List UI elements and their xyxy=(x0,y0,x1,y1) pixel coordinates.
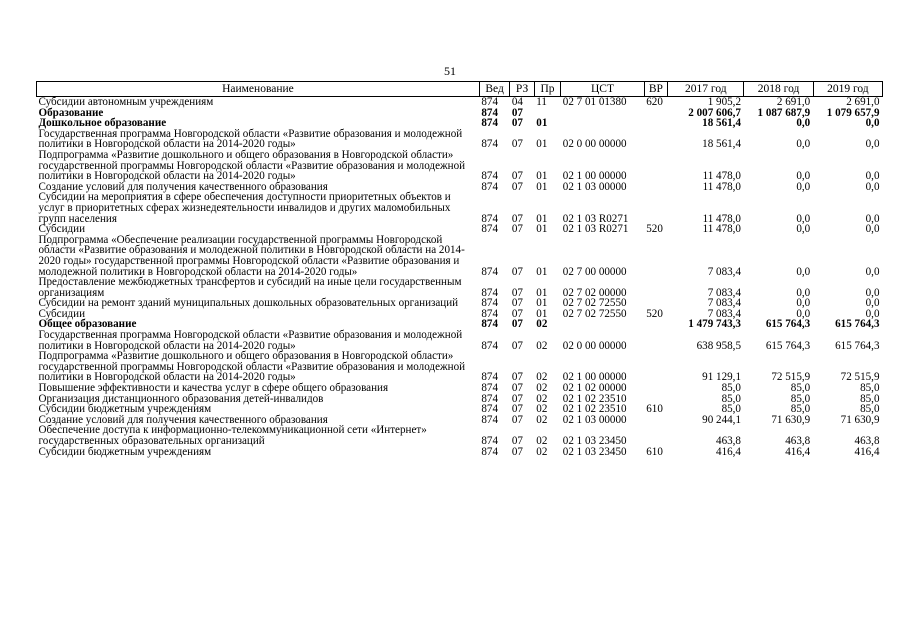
row-name: Подпрограмма «Обеспечение реализации государственной программы Новгородской области «Развитие образования и молодежной политики в Новгородской области на 2014-2020 годы» государственной программы Новгородской области «Развитие образования и молодежной политики в Новгородской области на 2014-2020 годы» xyxy=(38,233,465,278)
header-cst: ЦСТ xyxy=(561,82,644,97)
header-rz: РЗ xyxy=(510,82,534,97)
row-2017: 1 905,2 xyxy=(707,96,741,108)
row-pr: 02 xyxy=(536,392,548,405)
row-2018: 0,0 xyxy=(796,180,811,193)
row-name: Субсидии xyxy=(38,307,86,320)
row-cst: 02 1 03 R0271 xyxy=(562,223,629,236)
table-row xyxy=(37,447,883,458)
row-vr: 620 xyxy=(646,96,663,108)
row-pr: 02 xyxy=(536,339,548,352)
row-ved: 874 xyxy=(481,265,498,278)
row-pr: 02 xyxy=(536,413,548,426)
row-2018: 85,0 xyxy=(790,382,811,395)
row-ved: 874 xyxy=(481,445,498,458)
row-name: Подпрограмма «Развитие дошкольного и общего образования в Новгородской области» государственной программы Новгородской области «Развитие образования и молодежной политики в Новгородской области на 2014-2020 годы» xyxy=(38,350,466,384)
row-ved: 874 xyxy=(481,297,498,310)
row-2017: 11 478,0 xyxy=(702,180,741,193)
row-vr xyxy=(644,108,667,119)
row-rz: 07 xyxy=(511,297,523,310)
row-pr: 01 xyxy=(536,297,548,310)
row-name: Дошкольное образование xyxy=(38,117,167,130)
row-2017: 11 478,0 xyxy=(702,212,741,225)
row-pr: 01 xyxy=(536,138,548,151)
row-name: Подпрограмма «Развитие дошкольного и общего образования в Новгородской области» государственной программы Новгородской области «Развитие образования и молодежной политики в Новгородской области на 2014-2020 годы» xyxy=(38,148,466,183)
table-row xyxy=(37,330,883,351)
row-rz: 07 xyxy=(511,403,523,416)
row-pr: 02 xyxy=(536,445,548,458)
row-ved: 874 xyxy=(481,307,498,320)
row-2017: 2 007 606,7 xyxy=(688,106,741,119)
row-rz: 07 xyxy=(511,445,523,458)
row-vr xyxy=(644,383,667,394)
row-cst: 02 1 03 23450 xyxy=(562,435,627,447)
table-row xyxy=(37,150,883,182)
header-2018: 2018 год xyxy=(744,82,813,97)
row-rz: 07 xyxy=(511,170,523,183)
row-2017: 7 083,4 xyxy=(707,286,741,299)
row-cst: 02 0 00 00000 xyxy=(562,138,627,151)
row-2018: 0,0 xyxy=(796,265,811,278)
row-2017: 18 561,4 xyxy=(702,117,741,130)
row-2017: 7 083,4 xyxy=(707,265,741,278)
row-2018: 0,0 xyxy=(796,212,811,225)
row-cst: 02 7 00 00000 xyxy=(562,265,627,278)
row-cst: 02 1 03 00000 xyxy=(562,413,627,426)
row-2017: 18 561,4 xyxy=(702,138,741,151)
row-rz: 07 xyxy=(511,223,523,236)
row-pr: 01 xyxy=(536,265,548,278)
row-vr xyxy=(644,277,667,298)
row-2018: 1 087 687,9 xyxy=(757,106,811,119)
row-2017: 416,4 xyxy=(716,445,741,458)
row-pr: 01 xyxy=(536,286,548,299)
row-vr: 610 xyxy=(646,445,663,458)
row-vr xyxy=(644,192,667,224)
row-ved: 874 xyxy=(481,138,498,151)
row-vr xyxy=(644,150,667,182)
row-cst: 02 1 00 00000 xyxy=(562,170,627,183)
row-pr: 01 xyxy=(536,170,548,183)
row-rz: 07 xyxy=(511,371,523,384)
row-2019: 0,0 xyxy=(865,212,880,225)
row-2017: 85,0 xyxy=(721,392,741,405)
row-name: Создание условий для получения качественного образования xyxy=(38,180,328,193)
row-vr: 610 xyxy=(646,403,663,416)
header-name: Наименование xyxy=(37,82,480,97)
row-2019: 0,0 xyxy=(865,265,880,278)
row-rz: 07 xyxy=(511,339,523,352)
row-ved: 874 xyxy=(481,318,498,331)
row-cst: 02 1 03 00000 xyxy=(562,180,627,193)
table-row xyxy=(37,129,883,150)
row-cst xyxy=(561,319,644,330)
row-2018: 0,0 xyxy=(796,117,811,130)
row-pr: 01 xyxy=(536,307,548,320)
row-2019: 0,0 xyxy=(865,286,880,299)
row-2017: 91 129,1 xyxy=(702,371,741,384)
row-2017: 90 244,1 xyxy=(702,413,741,426)
row-name: Субсидии автономным учреждениям xyxy=(38,96,214,108)
row-ved: 874 xyxy=(481,339,498,352)
row-2019: 0,0 xyxy=(865,170,880,183)
row-2018: 463,8 xyxy=(785,435,811,447)
row-2018: 0,0 xyxy=(796,297,811,310)
header-pr: Пр xyxy=(534,82,560,97)
row-rz: 07 xyxy=(511,392,523,405)
row-cst: 02 1 02 23510 xyxy=(562,403,627,416)
row-2017: 638 958,5 xyxy=(696,339,741,352)
row-name: Организация дистанционного образования детей-инвалидов xyxy=(38,392,324,405)
table-row xyxy=(37,425,883,446)
row-ved: 874 xyxy=(481,392,498,405)
row-2019: 0,0 xyxy=(865,180,880,193)
row-cst: 02 7 01 01380 xyxy=(562,96,627,108)
row-2017: 11 478,0 xyxy=(702,223,741,236)
row-2018: 85,0 xyxy=(790,403,811,416)
row-2018: 615 764,3 xyxy=(765,339,811,352)
budget-table xyxy=(36,81,883,457)
row-2018: 416,4 xyxy=(785,445,811,458)
row-cst: 02 1 00 00000 xyxy=(562,371,627,384)
header-ved: Вед xyxy=(479,82,510,97)
row-pr: 01 xyxy=(536,117,548,130)
table-row xyxy=(37,351,883,383)
row-ved: 874 xyxy=(481,382,498,395)
row-vr: 520 xyxy=(646,307,663,320)
row-cst xyxy=(561,108,644,119)
row-2019: 85,0 xyxy=(860,392,880,405)
row-pr: 02 xyxy=(536,318,548,331)
row-2017: 1 479 743,3 xyxy=(688,318,741,331)
row-2018: 0,0 xyxy=(796,170,811,183)
row-name: Предоставление межбюджетных трансфертов и субсидий на иные цели государственным организациям xyxy=(38,276,462,299)
row-rz: 07 xyxy=(511,413,523,426)
row-ved: 874 xyxy=(481,212,498,225)
row-2018: 0,0 xyxy=(796,223,811,236)
row-rz: 07 xyxy=(511,286,523,299)
row-ved: 874 xyxy=(481,403,498,416)
row-ved: 874 xyxy=(481,371,498,384)
row-ved: 874 xyxy=(481,106,498,119)
row-2018: 71 630,9 xyxy=(771,413,811,426)
row-pr: 02 xyxy=(536,382,548,395)
row-ved: 874 xyxy=(481,170,498,183)
row-ved: 874 xyxy=(481,96,498,108)
row-cst: 02 1 03 R0271 xyxy=(562,212,629,225)
row-pr: 02 xyxy=(536,435,548,447)
row-name: Государственная программа Новгородской области «Развитие образования и молодежной политики в Новгородской области на 2014-2020 годы» xyxy=(38,329,463,352)
row-2019: 71 630,9 xyxy=(840,413,880,426)
row-vr xyxy=(644,118,667,129)
table-row xyxy=(37,192,883,224)
row-pr: 02 xyxy=(536,403,548,416)
page-number: 51 xyxy=(444,64,456,78)
row-2017: 85,0 xyxy=(721,382,741,395)
row-cst: 02 1 03 23450 xyxy=(562,445,627,458)
row-ved: 874 xyxy=(481,117,498,130)
row-2018: 85,0 xyxy=(790,392,811,405)
row-name: Общее образование xyxy=(38,318,137,331)
row-vr xyxy=(644,330,667,351)
row-2019: 0,0 xyxy=(865,307,880,320)
row-rz: 07 xyxy=(511,435,523,447)
row-pr: 01 xyxy=(536,223,548,236)
row-rz: 07 xyxy=(511,180,523,193)
row-ved: 874 xyxy=(481,413,498,426)
row-vr xyxy=(644,415,667,426)
row-2019: 72 515,9 xyxy=(840,371,880,384)
row-pr: 01 xyxy=(536,212,548,225)
row-cst xyxy=(561,118,644,129)
row-cst: 02 0 00 00000 xyxy=(562,339,627,352)
row-name: Субсидии бюджетным учреждениям xyxy=(38,445,212,458)
row-2017: 463,8 xyxy=(716,435,741,447)
table-row xyxy=(37,235,883,277)
table-row xyxy=(37,277,883,298)
row-2019: 85,0 xyxy=(860,382,880,395)
row-rz: 04 xyxy=(511,96,523,108)
row-2017: 85,0 xyxy=(721,403,741,416)
row-2019: 615 764,3 xyxy=(835,339,880,352)
row-name: Государственная программа Новгородской области «Развитие образования и молодежной политики в Новгородской области на 2014-2020 годы» xyxy=(38,127,463,151)
row-rz: 07 xyxy=(511,265,523,278)
row-name: Субсидии бюджетным учреждениям xyxy=(38,403,212,416)
row-ved: 874 xyxy=(481,286,498,299)
row-2019: 0,0 xyxy=(865,223,880,236)
row-2019: 0,0 xyxy=(865,138,880,151)
row-name: Обеспечение доступа к информационно-телекоммуникационной сети «Интернет» государственных образовательных организаций xyxy=(38,424,427,447)
row-rz: 07 xyxy=(511,307,523,320)
row-rz: 07 xyxy=(511,138,523,151)
table-row xyxy=(37,97,883,108)
row-2018: 2 691,0 xyxy=(776,96,811,108)
row-2019: 2 691,0 xyxy=(846,96,880,108)
row-name: Субсидии на мероприятия в сфере обеспечения доступности приоритетных объектов и услуг в приоритетных сферах жизнедеятельности инвалидов и других маломобильных групп населения xyxy=(38,191,451,225)
row-pr: 02 xyxy=(536,371,548,384)
row-2017: 7 083,4 xyxy=(707,307,741,320)
row-vr xyxy=(644,351,667,383)
row-name: Образование xyxy=(38,106,104,119)
row-rz: 07 xyxy=(511,318,523,331)
table-row xyxy=(37,298,883,309)
row-rz: 07 xyxy=(511,212,523,225)
row-name: Субсидии xyxy=(38,223,86,236)
row-cst: 02 7 02 72550 xyxy=(562,297,627,310)
row-2018: 0,0 xyxy=(796,307,811,320)
row-2019: 0,0 xyxy=(865,297,880,310)
row-cst: 02 1 02 00000 xyxy=(562,382,627,395)
row-2018: 0,0 xyxy=(796,286,811,299)
row-cst: 02 7 02 00000 xyxy=(562,286,627,299)
row-2018: 0,0 xyxy=(796,138,811,151)
row-vr xyxy=(644,129,667,150)
row-name: Создание условий для получения качественного образования xyxy=(38,413,328,426)
row-2019: 615 764,3 xyxy=(835,318,880,331)
row-2019: 0,0 xyxy=(865,117,880,130)
table-row xyxy=(37,309,883,320)
header-2019: 2019 год xyxy=(813,82,882,97)
row-rz: 07 xyxy=(511,382,523,395)
row-2019: 85,0 xyxy=(860,403,880,416)
row-ved: 874 xyxy=(481,435,498,447)
header-vr: ВР xyxy=(644,82,667,97)
row-vr xyxy=(644,182,667,193)
row-ved: 874 xyxy=(481,223,498,236)
row-name: Субсидии на ремонт зданий муниципальных дошкольных образовательных организаций xyxy=(38,297,459,310)
row-name: Повышение эффективности и качества услуг в сфере общего образования xyxy=(38,382,389,395)
row-ved: 874 xyxy=(481,180,498,193)
table-header-row xyxy=(37,82,883,97)
row-rz: 07 xyxy=(511,117,523,130)
row-cst: 02 7 02 72550 xyxy=(562,307,627,320)
header-2017: 2017 год xyxy=(668,82,744,97)
row-2019: 416,4 xyxy=(854,445,880,458)
row-2018: 615 764,3 xyxy=(765,318,811,331)
row-2018: 72 515,9 xyxy=(771,371,811,384)
row-vr: 520 xyxy=(646,223,663,236)
row-pr: 11 xyxy=(536,96,547,108)
row-2019: 463,8 xyxy=(854,435,880,447)
row-vr xyxy=(644,319,667,330)
row-pr: 01 xyxy=(536,180,548,193)
row-2017: 7 083,4 xyxy=(707,297,741,310)
row-rz: 07 xyxy=(511,106,523,119)
row-vr xyxy=(644,235,667,277)
row-cst: 02 1 02 23510 xyxy=(562,392,627,405)
row-vr xyxy=(644,425,667,446)
row-2017: 11 478,0 xyxy=(702,170,741,183)
row-2019: 1 079 657,9 xyxy=(826,106,880,119)
